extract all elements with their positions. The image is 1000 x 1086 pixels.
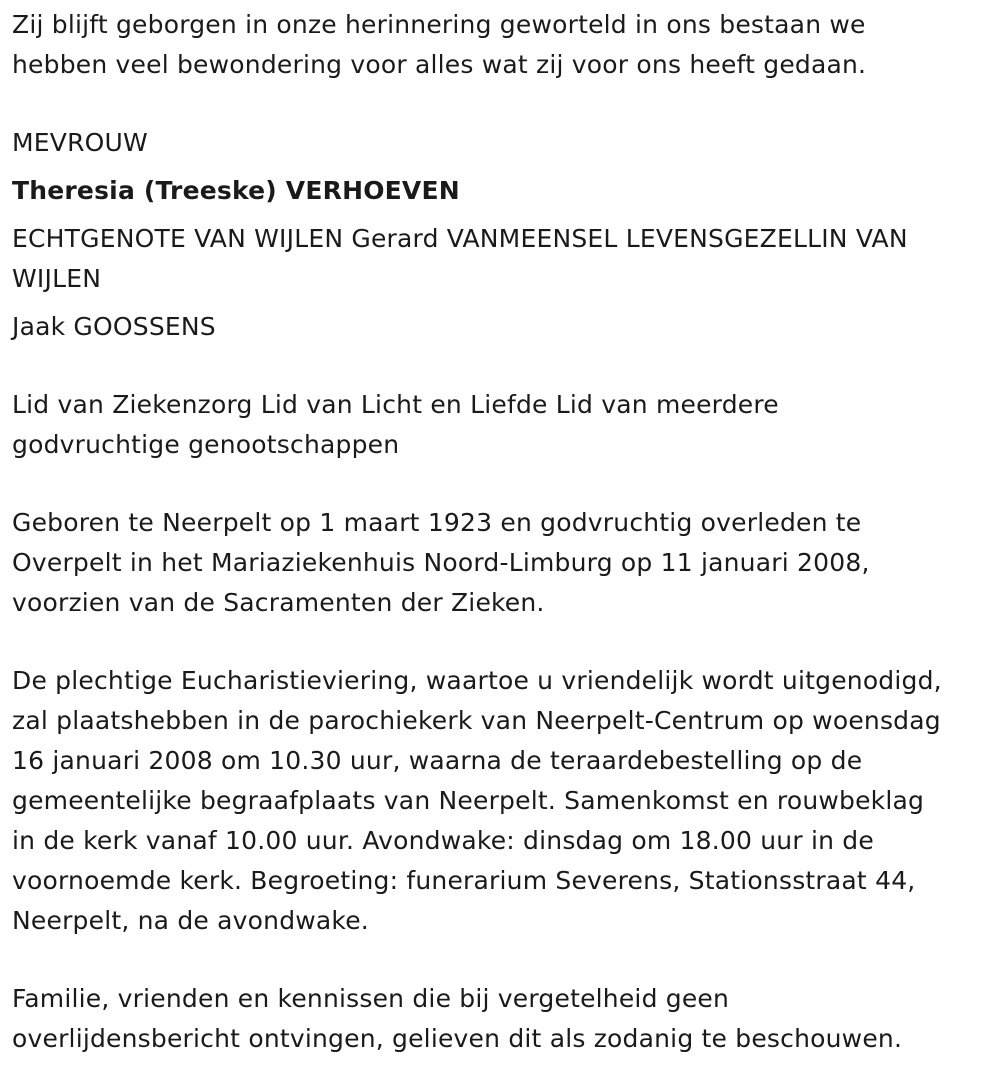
relation-paragraph — [12, 219, 988, 347]
memberships-line: godvruchtige genootschappen — [12, 430, 400, 459]
memberships-line: Lid van Ziekenzorg Lid van Licht en Liefde Lid van meerdere — [12, 390, 779, 419]
closing-line: Familie, vrienden en kennissen die bij vergetelheid geen — [12, 984, 730, 1013]
deceased-name: Theresia (Treeske) VERHOEVEN — [12, 176, 460, 205]
opening-paragraph — [12, 5, 988, 85]
spacer — [12, 163, 988, 171]
spacer — [12, 211, 988, 219]
ceremony-line: voornoemde kerk. Begroeting: funerarium Severens, Stationsstraat 44, — [12, 866, 916, 895]
ceremony-line: De plechtige Eucharistieviering, waartoe u vriendelijk wordt uitgenodigd, — [12, 666, 942, 695]
ceremony-line: zal plaatshebben in de parochiekerk van Neerpelt-Centrum op woensdag — [12, 706, 941, 735]
spacer — [12, 623, 988, 661]
relation-line: ECHTGENOTE VAN WIJLEN Gerard VANMEENSEL LEVENSGEZELLIN VAN — [12, 224, 908, 253]
closing-line: overlijdensbericht ontvingen, gelieven dit als zodanig te beschouwen. — [12, 1024, 903, 1053]
memberships-paragraph — [12, 385, 988, 465]
opening-line: Zij blijft geborgen in onze herinnering geworteld in ons bestaan we — [12, 10, 866, 39]
closing-paragraph — [12, 979, 988, 1059]
relation-line: Jaak GOOSSENS — [12, 312, 216, 341]
spacer — [12, 85, 988, 123]
spacer — [12, 347, 988, 385]
spacer — [12, 299, 988, 307]
relation-line: WIJLEN — [12, 264, 102, 293]
ceremony-line: Neerpelt, na de avondwake. — [12, 906, 369, 935]
birth-death-line: Overpelt in het Mariaziekenhuis Noord-Limburg op 11 januari 2008, — [12, 548, 870, 577]
honorific: MEVROUW — [12, 128, 148, 157]
ceremony-line: 16 januari 2008 om 10.30 uur, waarna de teraardebestelling op de — [12, 746, 863, 775]
spacer — [12, 465, 988, 503]
birth-death-line: voorzien van de Sacramenten der Zieken. — [12, 588, 545, 617]
ceremony-line: gemeentelijke begraafplaats van Neerpelt. Samenkomst en rouwbeklag — [12, 786, 925, 815]
birth-death-paragraph — [12, 503, 988, 623]
opening-line: hebben veel bewondering voor alles wat zij voor ons heeft gedaan. — [12, 50, 867, 79]
spacer — [12, 941, 988, 979]
ceremony-paragraph — [12, 661, 988, 941]
ceremony-line: in de kerk vanaf 10.00 uur. Avondwake: dinsdag om 18.00 uur in de — [12, 826, 874, 855]
birth-death-line: Geboren te Neerpelt op 1 maart 1923 en godvruchtig overleden te — [12, 508, 862, 537]
